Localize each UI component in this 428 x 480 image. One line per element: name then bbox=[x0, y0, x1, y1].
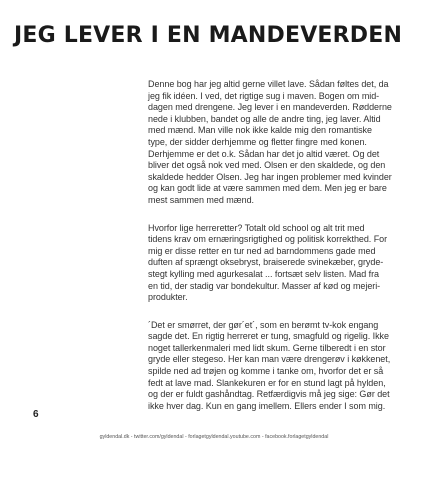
text-line: spilde ned ad trøjen og komme i tanke om, hvorfor det er så bbox=[148, 366, 384, 377]
text-line: Hvorfor lige herreretter? Totalt old school og alt trit med bbox=[148, 222, 365, 233]
text-line: dagen med drengene. Jeg lever i en mandeverden. Rødderne bbox=[148, 102, 392, 113]
paragraph-1 bbox=[148, 79, 392, 207]
text-line: Denne bog har jeg altid gerne villet lave. Sådan føltes det, da bbox=[148, 79, 389, 89]
text-line: type, der sidder derhjemme og fletter fingre med konen. bbox=[148, 136, 367, 147]
text-line: stegt kylling med agurkesalat ... fortsæt selv listen. Mad fra bbox=[148, 268, 379, 279]
footer-links: gyldendal.dk - twitter.com/gyldendal - forlagetgyldendal.youtube.com - facebook.forlagetgyldendal bbox=[99, 434, 329, 440]
text-line: noget tallerkenmaleri med lidt skum. Gerne tilberedt i en stor bbox=[148, 342, 386, 353]
text-line: ´Det er smørret, der gør´et´, som en berømt tv-kok engang bbox=[148, 319, 379, 330]
text-line: bliver det også nok ved med. Olsen er den skaldede, og den bbox=[148, 160, 386, 171]
text-line: nede i klubben, bandet og alle de andre ting, jeg laver. Altid bbox=[148, 113, 381, 124]
text-line: og der er fuldt gashåndtag. Retfærdigvis må jeg sige: Gør det bbox=[148, 389, 390, 400]
text-line: duften af sprængt oksebryst, braiserede svinekæber, gryde- bbox=[148, 257, 384, 268]
text-line: produkter. bbox=[148, 292, 188, 303]
text-line: med mænd. Man ville nok ikke kalde mig den romantiske bbox=[148, 125, 372, 136]
text-line: gryde eller stegeso. Her kan man være drengerøv i køkkenet, bbox=[148, 354, 391, 365]
text-line: skaldede hedder Olsen. Jeg har ingen problemer med kvinder bbox=[148, 171, 392, 182]
paragraph-3 bbox=[148, 319, 391, 413]
text-line: fedt at lave mad. Slankekuren er for en stund lagt på hylden, bbox=[148, 377, 386, 388]
text-line: tidens krav om ernæringsrigtighed og politisk korrekthed. For bbox=[148, 234, 388, 245]
text-line: en tid, der stadig var bondekultur. Masser af kød og mejeri- bbox=[148, 280, 381, 291]
text-line: jeg fik idéen. I ved, det rigtige sug i maven. Bogen om mid- bbox=[148, 90, 380, 101]
text-line: sagde det. En rigtig herreret er tung, smagfuld og rigelig. Ikke bbox=[148, 331, 389, 342]
text-line: ikke hver dag. Kun en gang imellem. Ellers ender I som mig. bbox=[148, 400, 386, 411]
body-text bbox=[148, 79, 392, 428]
page-title: JEG LEVER I EN MANDEVERDEN bbox=[14, 22, 403, 48]
text-line: Derhjemme er det o.k. Sådan har det jo altid været. Og det bbox=[148, 148, 380, 159]
text-line: mig er disse retter en tur ned ad barndommens gade med bbox=[148, 245, 376, 256]
page-number: 6 bbox=[33, 409, 39, 420]
text-line: mest sammen med mænd. bbox=[148, 194, 254, 205]
text-line: og kan godt lide at være sammen med dem. Men jeg er bare bbox=[148, 183, 387, 194]
paragraph-2 bbox=[148, 222, 388, 304]
